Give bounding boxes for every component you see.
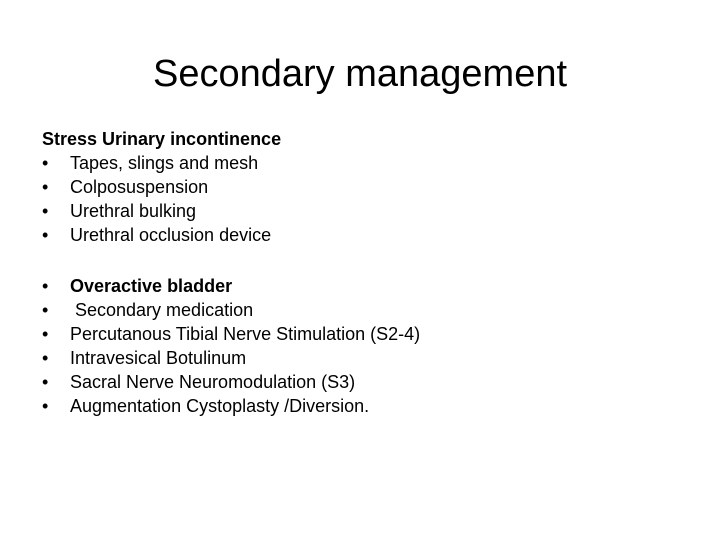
bullet-icon: • bbox=[42, 300, 49, 320]
list-item-text: Urethral bulking bbox=[70, 201, 197, 221]
list-item-text: Percutanous Tibial Nerve Stimulation (S2-4) bbox=[70, 324, 421, 344]
list-item bbox=[42, 175, 682, 199]
stress-incontinence-list bbox=[42, 151, 682, 247]
list-item-text: Sacral Nerve Neuromodulation (S3) bbox=[70, 372, 356, 392]
slide-body bbox=[42, 127, 682, 418]
overactive-bladder-list bbox=[42, 274, 682, 418]
bullet-icon: • bbox=[42, 396, 49, 416]
list-item-text: Intravesical Botulinum bbox=[70, 348, 247, 368]
list-item bbox=[42, 346, 682, 370]
list-item-text: Secondary medication bbox=[70, 300, 254, 320]
section-spacer bbox=[42, 247, 682, 274]
bullet-icon: • bbox=[42, 153, 49, 173]
bullet-icon: • bbox=[42, 372, 49, 392]
bullet-icon: • bbox=[42, 348, 49, 368]
section-heading-stress-urinary-incontinence: Stress Urinary incontinence bbox=[42, 129, 282, 149]
slide-title: Secondary management bbox=[152, 53, 568, 95]
list-item bbox=[42, 223, 682, 247]
bullet-icon: • bbox=[42, 177, 49, 197]
bullet-icon: • bbox=[42, 201, 49, 221]
list-item bbox=[42, 394, 682, 418]
list-item bbox=[42, 199, 682, 223]
list-item-heading bbox=[42, 274, 682, 298]
list-item bbox=[42, 151, 682, 175]
list-item-text: Colposuspension bbox=[70, 177, 209, 197]
list-item-text: Tapes, slings and mesh bbox=[70, 153, 259, 173]
bullet-icon: • bbox=[42, 225, 49, 245]
list-item bbox=[42, 298, 682, 322]
bullet-icon: • bbox=[42, 276, 49, 296]
bullet-icon: • bbox=[42, 324, 49, 344]
list-item bbox=[42, 370, 682, 394]
list-item-text: Augmentation Cystoplasty /Diversion. bbox=[70, 396, 370, 416]
list-item bbox=[42, 322, 682, 346]
list-item-text: Urethral occlusion device bbox=[70, 225, 272, 245]
section-heading-overactive-bladder: Overactive bladder bbox=[70, 276, 233, 296]
